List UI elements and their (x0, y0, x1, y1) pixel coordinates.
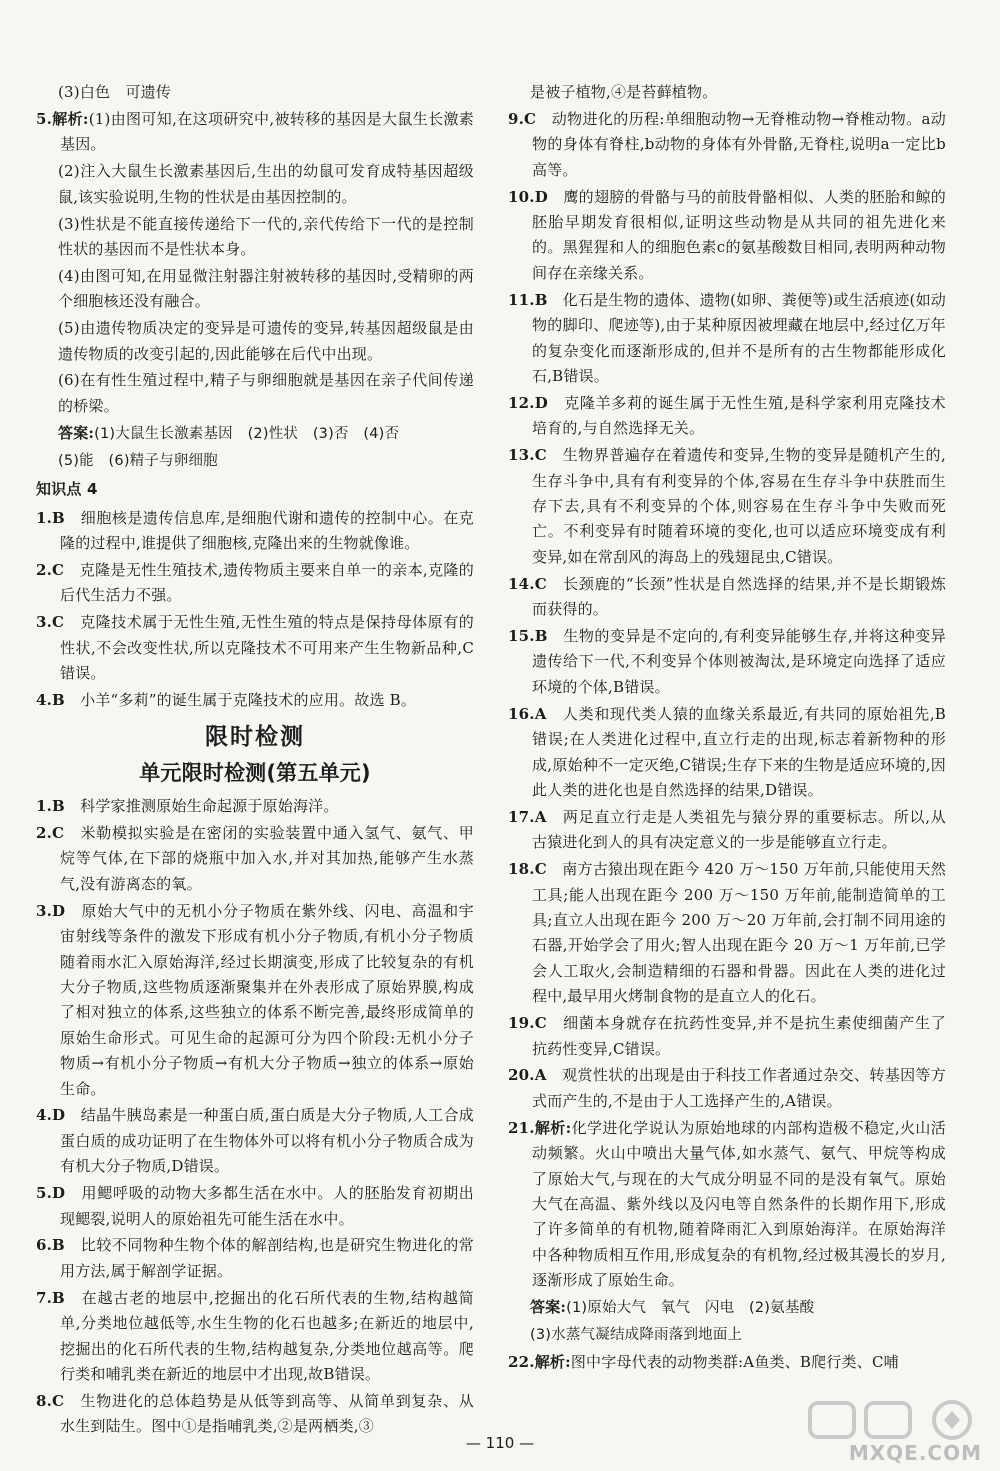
question-k3 (36, 610, 474, 686)
question-text: 两足直立行走是人类祖先与猿分界的重要标志。所以,从古猿进化到人的具有决定意义的一步是能够直立行走。 (532, 807, 947, 852)
question-number: 2.C (36, 560, 65, 579)
question-19 (508, 1011, 946, 1062)
question-number: 3.C (36, 613, 65, 632)
question-text: 比较不同物种生物个体的解剖结构,也是研究生物进化的常用方法,属于解剖学证据。 (60, 1236, 474, 1280)
question-text: 小羊“多莉”的诞生属于克隆技术的应用。故选 B。 (80, 690, 417, 709)
question-number: 14.C (508, 574, 547, 593)
question-text: 科学家推测原始生命起源于原始海洋。 (80, 797, 339, 816)
analysis-label: 解析: (52, 109, 89, 128)
right-column (508, 80, 946, 1377)
question-number: 4.B (36, 690, 65, 709)
analysis-paragraph: (4)由图可知,在用显微注射器注射被转移的基因时,受精卵的两个细胞核还没有融合。 (58, 266, 474, 311)
question-text: 在越古老的地层中,挖掘出的化石所代表的生物,结构越简单,分类地位越低等,水生生物的化石也越多;在新近的地层中,挖掘出的化石所代表的生物,结构越复杂,分类地位越高等。爬行类和哺乳类在新近的地层中才出现,故B错误。 (60, 1288, 474, 1383)
question-text: 克隆羊多莉的诞生属于无性生殖,是科学家利用克隆技术培育的,与自然选择无关。 (532, 393, 946, 438)
question-22 (508, 1350, 946, 1375)
question-text: 南方古猿出现在距今 420 万～150 万年前,只能使用天然工具;能人出现在距今 200 万～150 万年前,能制造简单的工具;直立人出现在距今 200 万～20 万年前,会打制不同用途的石器,开始学会了用火;智人出现在距今 20 万～1 万年前,已学会人工取火,会制造精细的石器和骨器。因此在人类的进化过程中,最早用火烤制食物的是直立人的化石。 (532, 860, 947, 1006)
question-k2 (36, 558, 474, 609)
question-number: 4.D (36, 1106, 66, 1125)
page-number: — 110 — (465, 1434, 535, 1452)
analysis-paragraph: (2)注入大鼠生长激素基因后,生出的幼鼠可发育成特基因超级鼠,该实验说明,生物的性状是由基因控制的。 (58, 162, 474, 206)
question-text: 克隆技术属于无性生殖,无性生殖的特点是保持母体原有的性状,不会改变性状,所以克隆技术不可用来产生生物新品种,C错误。 (60, 613, 474, 682)
left-column (36, 80, 474, 1441)
question-18 (508, 857, 946, 1009)
question-text: 原始大气中的无机小分子物质在紫外线、闪电、高温和宇宙射线等条件的激发下形成有机小分子物质,有机小分子物质随着雨水汇入原始海洋,经过长期演变,形成了比较复杂的有机大分子物质,这些物质逐渐聚集并在外表形成了原始界膜,构成了相对独立的体系,这些独立的体系不断完善,最终形成简单的原始生命形式。可见生命的起源可分为四个阶段:无机小分子物质→有机小分子物质→有机大分子物质→独立的体系→原始生命。 (60, 901, 474, 1098)
answer-line: (3)白色 可遗传 (58, 83, 172, 101)
section-subtitle: 单元限时检测(第五单元) (139, 760, 371, 785)
question-13 (508, 443, 946, 570)
question-number: 2.C (36, 823, 65, 842)
question-number: 18.C (508, 860, 547, 879)
answer-text: (1)原始大气 氧气 闪电 (2)氨基酸 (566, 1300, 815, 1317)
question-u6 (36, 1233, 474, 1284)
question-text: 结晶牛胰岛素是一种蛋白质,蛋白质是大分子物质,人工合成蛋白质的成功证明了在生物体外可以将有机小分子物质合成为有机大分子物质,D错误。 (60, 1106, 474, 1176)
question-text: 生物进化的总体趋势是从低等到高等、从简单到复杂、从水生到陆生。图中①是指哺乳类,②是两栖类,③ (60, 1391, 474, 1436)
question-text: 化学进化学说认为原始地球的内部构造极不稳定,火山活动频繁。火山中喷出大量气体,如水蒸气、氨气、甲烷等构成了原始大气,与现在的大气成分明显不同的是没有氧气。原始大气在高温、紫外线以及闪电等自然条件的长期作用下,形成了许多简单的有机物,随着降雨汇入到原始海洋。在原始海洋中各种物质相互作用,形成复杂的有机物,经过极其漫长的岁月,逐渐形成了原始生命。 (532, 1118, 946, 1290)
question-17 (508, 805, 946, 856)
question-number: 12.D (508, 393, 548, 412)
analysis-paragraph: (3)性状是不能直接传递给下一代的,亲代传给下一代的是控制性状的基因而不是性状本身。 (58, 214, 474, 258)
question-text: 细菌本身就存在抗药性变异,并不是抗生素使细菌产生了抗药性变异,C错误。 (532, 1014, 946, 1058)
question-number: 5. (36, 109, 53, 128)
question-5 (36, 107, 474, 158)
question-u2 (36, 821, 474, 897)
question-number: 19.C (508, 1014, 547, 1033)
question-16 (508, 702, 946, 804)
question-number: 10.D (508, 187, 548, 206)
question-number: 5.D (36, 1184, 66, 1203)
analysis-paragraph: (6)在有性生殖过程中,精子与卵细胞就是基因在亲子代间传递的桥梁。 (58, 371, 474, 415)
question-text: 人类和现代类人猿的血缘关系最近,有共同的原始祖先,B错误;在人类进化过程中,直立行走的出现,标志着新物种的形成,原始种不一定灭绝,C错误;生存下来的生物是适应环境的,因此人类的进化也是自然选择的结果,D错误。 (532, 704, 947, 799)
question-number: 8.C (36, 1391, 65, 1410)
question-number: 17.A (508, 807, 547, 826)
question-text: (1)由图可知,在这项研究中,被转移的基因是大鼠生长激素基因。 (60, 109, 475, 154)
question-text: 用鳃呼吸的动物大多都生活在水中。人的胚胎发育初期出现鳃裂,说明人的原始祖先可能生活在水中。 (60, 1184, 474, 1228)
question-text: 鹰的翅膀的骨骼与马的前肢骨骼相似、人类的胚胎和鲸的胚胎早期发育很相似,证明这些动物是从共同的祖先进化来的。黑猩猩和人的细胞色素c的氨基酸数目相同,表明两种动物间存在亲缘关系。 (532, 187, 946, 282)
question-number: 13.C (508, 446, 547, 465)
question-text: 化石是生物的遗体、遗物(如卵、粪便等)或生活痕迹(如动物的脚印、爬迹等),由于某种原因被埋藏在地层中,经过亿万年的复杂变化而逐渐形成的,但并不是所有的古生物都能形成化石,B错误。 (532, 290, 946, 385)
question-number: 1.B (36, 508, 65, 527)
question-u8 (36, 1389, 474, 1440)
question-u1 (36, 794, 474, 819)
question-number: 11.B (508, 290, 548, 309)
question-9 (508, 107, 946, 183)
question-text: 克隆是无性生殖技术,遗传物质主要来自单一的亲本,克隆的后代生活力不强。 (60, 560, 474, 605)
answer-label: 答案: (58, 423, 95, 442)
question-text: 米勒模拟实验是在密闭的实验装置中通入氢气、氨气、甲烷等气体,在下部的烧瓶中加入水,并对其加热,能够产生水蒸气,没有游离态的氧。 (60, 823, 474, 893)
question-text: 图中字母代表的动物类群:A鱼类、B爬行类、C哺 (570, 1352, 899, 1371)
answer-block (508, 1295, 946, 1321)
question-number: 1.B (36, 797, 65, 816)
question-text: 生物界普遍存在着遗传和变异,生物的变异是随机产生的,生存斗争中,具有有利变异的个体,容易在生存斗争中获胜而生存下去,具有不利变异的个体,则容易在生存斗争中失败而死亡。不利变异有时随着环境的变化,也可以适应环境变成有利变异,如在常刮风的海岛上的残翅昆虫,C错误。 (532, 446, 946, 566)
answer-text-cont: (5)能 (6)精子与卵细胞 (58, 452, 218, 469)
knowledge-point-heading: 知识点 4 (36, 480, 98, 499)
question-number: 20.A (508, 1066, 547, 1085)
question-10 (508, 185, 946, 287)
question-11 (508, 288, 946, 390)
continued-text: 是被子植物,④是苔藓植物。 (530, 83, 718, 101)
answer-text-cont: (3)水蒸气凝结成降雨落到地面上 (530, 1327, 743, 1343)
question-u5 (36, 1181, 474, 1232)
question-12 (508, 391, 946, 442)
question-text: 细胞核是遗传信息库,是细胞代谢和遗传的控制中心。在克隆的过程中,谁提供了细胞核,克隆出来的生物就像谁。 (60, 508, 474, 552)
question-u4 (36, 1103, 474, 1179)
question-number: 22. (508, 1352, 535, 1371)
answer-block (36, 421, 474, 447)
analysis-label: 解析: (534, 1352, 571, 1371)
question-text: 动物进化的历程:单细胞动物→无脊椎动物→脊椎动物。a动物的身体有脊柱,b动物的身体有外骨骼,无脊柱,说明a一定比b高等。 (532, 109, 946, 179)
section-title: 限时检测 (205, 724, 305, 751)
watermark-text: MXQE.COM (848, 1441, 982, 1465)
question-21 (508, 1116, 946, 1294)
analysis-paragraph: (5)由遗传物质决定的变异是可遗传的变异,转基因超级鼠是由遗传物质的改变引起的,因此能够在后代中出现。 (58, 319, 474, 363)
question-text: 生物的变异是不定向的,有利变异能够生存,并将这种变异遗传给下一代,不利变异个体则被淘汰,是环境定向选择了适应环境的个体,B错误。 (532, 627, 946, 696)
question-14 (508, 572, 946, 623)
answer-label: 答案: (530, 1298, 567, 1317)
question-u7 (36, 1286, 474, 1388)
question-number: 21. (508, 1118, 535, 1137)
question-u3 (36, 899, 474, 1102)
question-number: 7.B (36, 1288, 65, 1307)
question-k4 (36, 688, 474, 713)
question-number: 9.C (508, 109, 537, 128)
answer-text: (1)大鼠生长激素基因 (2)性状 (3)否 (4)否 (94, 425, 400, 442)
question-number: 3.D (36, 901, 66, 920)
question-text: 长颈鹿的“长颈”性状是自然选择的结果,并不是长期锻炼而获得的。 (532, 574, 947, 619)
analysis-label: 解析: (534, 1118, 572, 1137)
question-number: 6.B (36, 1236, 65, 1255)
question-number: 15.B (508, 627, 548, 646)
question-20 (508, 1063, 946, 1114)
question-number: 16.A (508, 704, 547, 723)
question-15 (508, 624, 946, 700)
question-k1 (36, 506, 474, 557)
question-text: 观赏性状的出现是由于科技工作者通过杂交、转基因等方式而产生的,不是由于人工选择产生的,A错误。 (532, 1066, 946, 1110)
